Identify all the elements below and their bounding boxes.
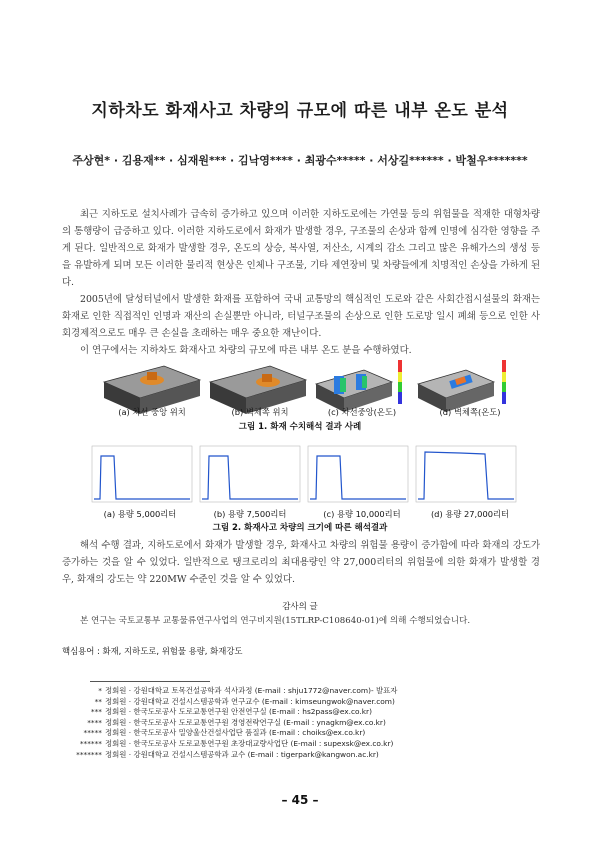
- fig2-plot-b: [200, 446, 300, 502]
- intro-paragraph-2: 2005년에 달성터널에서 발생한 화재를 포함하여 국내 교통망의 핵심적인 도로와 같은 사회간접시설물의 화재는 화재로 인한 직접적인 인명과 재산의 손실뿐만 아니라, 터널구조물의 손상으로 인한 도로망 일시 폐쇄 등으로 인한 사회경제적으로도 매우 큰 손실을 초래하는 매우 중요한 재난이다.: [62, 294, 540, 339]
- keywords: 핵심용어 : 화재, 지하도로, 위험물 용량, 화재강도: [62, 646, 243, 656]
- footnote-4: [62, 718, 540, 729]
- footnote-mark: ******: [79, 738, 102, 748]
- fig1-caption-d: (d) 벽체쪽(온도): [439, 407, 501, 417]
- intro-paragraph-1: 최근 지하도로 설치사례가 급속히 증가하고 있으며 이러한 지하도로에는 가연물 등의 위험물을 적재한 대형차량의 통행량이 급증하고 있다. 이러한 지하도로에서 화재가 발생할 경우, 구조물의 손상과 함께 인명에 심각한 영향을 주게 된다. 일반적으로 화재가 발생할 경우, 온도의 상승, 복사열, 저산소, 시계의 감소 그리고 많은 유해가스의 생성 등을 유발하게 되며 모든 이러한 물리적 현상은 인체나 구조물, 기타 제연장비 및 차량들에게 치명적인 손상을 가하게 된다.: [62, 209, 540, 288]
- fig2-caption-b: (b) 용량 7,500리터: [213, 509, 287, 519]
- fig2-plot-c: [308, 446, 408, 502]
- acknowledgement-text: 본 연구는 국토교통부 교통물류연구사업의 연구비지원(15TLRP-C108640-01)에 의해 수행되었습니다.: [80, 616, 471, 626]
- footnote-mark: ****: [87, 717, 102, 727]
- fig2-caption-a: (a) 용량 5,000리터: [103, 509, 177, 519]
- footnote-text: 정회원 · 강원대학교 건설시스템공학과 교수 (E-mail : tigerpark@kangwon.ac.kr): [105, 749, 379, 759]
- figure-2-plots: [90, 444, 520, 506]
- fig2-caption-c: (c) 용량 10,000리터: [323, 509, 401, 519]
- footnote-5: [62, 728, 540, 739]
- footnote-text: 정회원 · 한국도로공사 도로교통연구원 초장대교량사업단 (E-mail : supexsk@ex.co.kr): [105, 738, 394, 748]
- fig2-plot-d: [416, 446, 516, 502]
- intro-section: [62, 206, 540, 359]
- footnote-divider: [90, 681, 210, 682]
- footnote-mark: *******: [76, 749, 102, 759]
- footnotes: [62, 686, 540, 760]
- figure-1-title: 그림 1. 화재 수치해석 결과 사례: [238, 422, 362, 432]
- fig1-panel-c: [316, 360, 402, 412]
- acknowledgement-heading: 감사의 글: [282, 602, 318, 612]
- footnote-6: [62, 739, 540, 750]
- footnote-text: 정회원 · 한국도로공사 도로교통연구원 경영전략연구실 (E-mail : ynagkm@ex.co.kr): [105, 717, 386, 727]
- result-section: [62, 537, 540, 588]
- result-paragraph: 해석 수행 결과, 지하도로에서 화재가 발생할 경우, 화재사고 차량의 위험물 용량이 증가함에 따라 화재의 강도가 증가하는 것을 알 수 있었다. 일반적으로 탱크로리의 최대용량인 약 27,000리터의 위험물에 의한 화재가 발생할 경우, 화재의 강도는 약 220MW 수준인 것을 알 수 있었다.: [62, 540, 540, 585]
- fig1-caption-b: (b) 벽체쪽 위치: [231, 407, 289, 417]
- page-number: – 45 –: [281, 793, 319, 807]
- footnote-text: 정회원 · 강원대학교 토목건설공학과 석사과정 (E-mail : shju1772@naver.com)- 발표자: [105, 686, 398, 695]
- footnote-text: 정회원 · 강원대학교 건설시스템공학과 연구교수 (E-mail : kimseungwok@naver.com): [105, 696, 395, 706]
- author-list: 주상현* · 김용재** · 심재원*** · 김낙영**** · 최광수***** · 서상길****** · 박철우*******: [72, 154, 528, 167]
- footnote-mark: *: [98, 686, 102, 695]
- fig2-plot-a: [92, 446, 192, 502]
- intro-paragraph-3: 이 연구에서는 지하차도 화재사고 차량의 규모에 따른 내부 온도 분을 수행하였다.: [80, 345, 412, 356]
- footnote-text: 정회원 · 한국도로공사 도로교통연구원 안전연구실 (E-mail : hs2pass@ex.co.kr): [105, 707, 372, 717]
- fig1-caption-c: (c) 차선중앙(온도): [327, 407, 397, 417]
- fig1-caption-a: (a) 차선 중앙 위치: [118, 407, 186, 417]
- footnote-text: 정회원 · 한국도로공사 밀양울산건설사업단 품질과 (E-mail : choiks@ex.co.kr): [105, 728, 366, 738]
- paper-title: 지하차도 화재사고 차량의 규모에 따른 내부 온도 분석: [91, 101, 509, 121]
- footnote-1: [62, 686, 540, 697]
- footnote-mark: *****: [83, 728, 102, 738]
- footnote-mark: ***: [90, 707, 102, 717]
- figure-2-title: 그림 2. 화재사고 차량의 크기에 따른 해석결과: [212, 523, 388, 533]
- footnote-2: [62, 697, 540, 708]
- footnote-3: [62, 707, 540, 718]
- footnote-7: [62, 750, 540, 761]
- fig1-panel-d: [418, 360, 506, 412]
- footnote-mark: **: [94, 696, 102, 706]
- fig2-caption-d: (d) 용량 27,000리터: [430, 509, 510, 519]
